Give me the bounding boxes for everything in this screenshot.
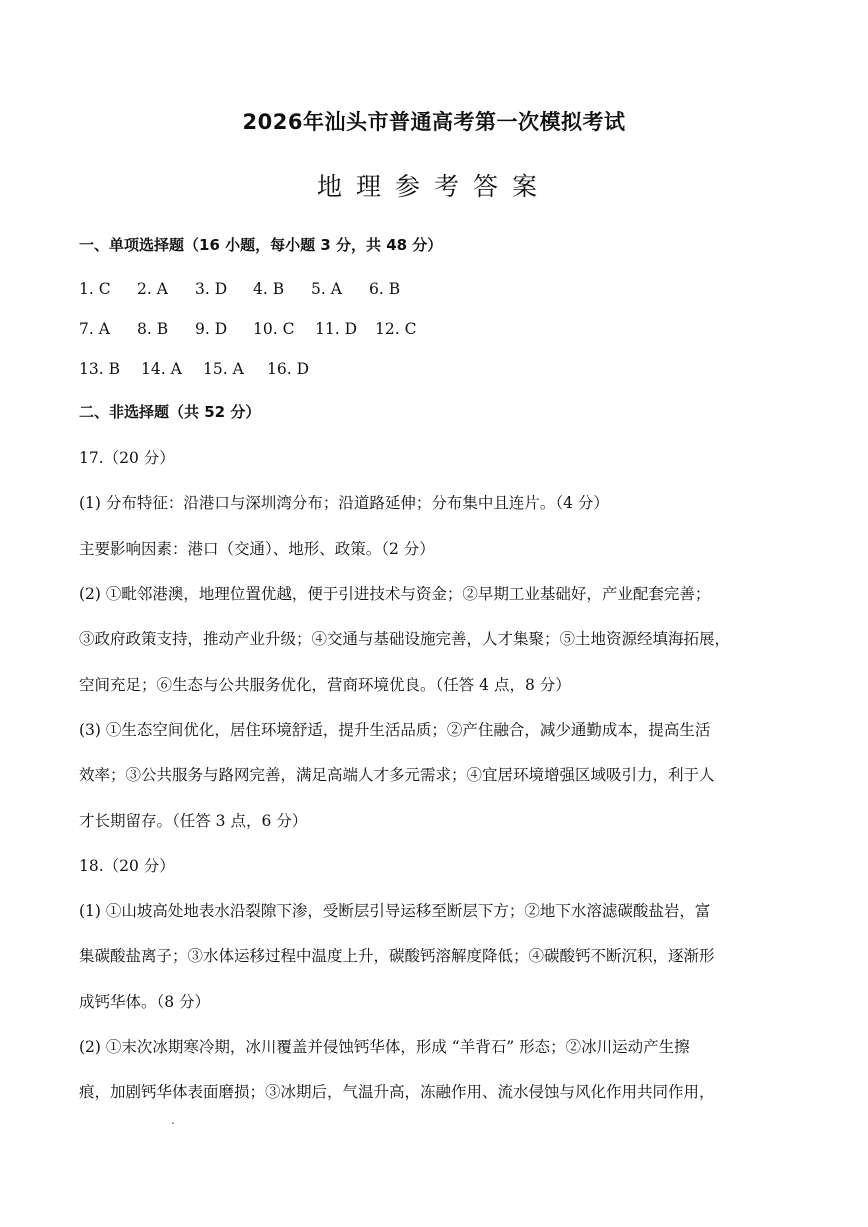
document-title: 2026年汕头市普通高考第一次模拟考试 bbox=[242, 110, 626, 134]
question-18-header: 18.（20 分） bbox=[79, 857, 175, 875]
answer-item: 5. A bbox=[311, 280, 342, 298]
question-17-header: 17.（20 分） bbox=[79, 449, 175, 467]
answer-item: 1. C bbox=[79, 280, 111, 298]
answer-text-line: 主要影响因素：港口（交通）、地形、政策。（2 分） bbox=[79, 540, 435, 558]
answer-text-line: 才长期留存。（任答 3 点，6 分） bbox=[79, 812, 308, 830]
document-subtitle: 地理参考答案 bbox=[316, 172, 551, 201]
answer-row-1 bbox=[79, 280, 427, 298]
answer-item: 13. B bbox=[79, 360, 120, 378]
answer-item: 2. A bbox=[137, 280, 168, 298]
answer-text-line: 集碳酸盐离子；③水体运移过程中温度上升，碳酸钙溶解度降低；④碳酸钙不断沉积，逐渐形 bbox=[79, 947, 715, 965]
answer-row-3 bbox=[79, 360, 325, 378]
answer-item: 11. D bbox=[315, 320, 358, 338]
answer-text-line: 痕，加剧钙华体表面磨损；③冰期后，气温升高，冻融作用、流水侵蚀与风化作用共同作用， bbox=[79, 1083, 715, 1101]
answer-item: 16. D bbox=[267, 360, 310, 378]
answer-item: 8. B bbox=[137, 320, 169, 338]
answer-item: 15. A bbox=[203, 360, 244, 378]
answer-item: 7. A bbox=[79, 320, 110, 338]
answer-text-line: 成钙华体。（8 分） bbox=[79, 993, 211, 1011]
section1-heading: 一、单项选择题（16 小题，每小题 3 分，共 48 分） bbox=[79, 236, 443, 254]
answer-text-line: (2) ①毗邻港澳，地理位置优越，便于引进技术与资金；②早期工业基础好，产业配套完善； bbox=[79, 585, 711, 603]
answer-text-line: (1) ①山坡高处地表水沿裂隙下渗，受断层引导运移至断层下方；②地下水溶滤碳酸盐岩，富 bbox=[79, 902, 711, 920]
answer-row-2 bbox=[79, 320, 433, 338]
scan-speck bbox=[172, 1122, 174, 1124]
answer-item: 6. B bbox=[369, 280, 401, 298]
answer-item: 12. C bbox=[375, 320, 417, 338]
answer-text-line: 效率；③公共服务与路网完善，满足高端人才多元需求；④宜居环境增强区域吸引力，利于人 bbox=[79, 766, 715, 784]
answer-text-line: ③政府政策支持，推动产业升级；④交通与基础设施完善，人才集聚；⑤土地资源经填海拓展， bbox=[79, 630, 731, 648]
answer-item: 10. C bbox=[253, 320, 295, 338]
answer-item: 3. D bbox=[195, 280, 228, 298]
answer-text-line: (2) ①末次冰期寒冷期，冰川覆盖并侵蚀钙华体，形成 “羊背石” 形态；②冰川运动产生擦 bbox=[79, 1038, 690, 1056]
answer-item: 14. A bbox=[141, 360, 182, 378]
answer-text-line: (1) 分布特征：沿港口与深圳湾分布；沿道路延伸；分布集中且连片。（4 分） bbox=[79, 494, 609, 512]
answer-item: 4. B bbox=[253, 280, 285, 298]
section2-heading: 二、非选择题（共 52 分） bbox=[79, 403, 261, 421]
answer-item: 9. D bbox=[195, 320, 228, 338]
answer-text-line: 空间充足；⑥生态与公共服务优化，营商环境优良。（任答 4 点，8 分） bbox=[79, 676, 571, 694]
answer-text-line: (3) ①生态空间优化，居住环境舒适，提升生活品质；②产住融合，减少通勤成本，提高生活 bbox=[79, 721, 711, 739]
